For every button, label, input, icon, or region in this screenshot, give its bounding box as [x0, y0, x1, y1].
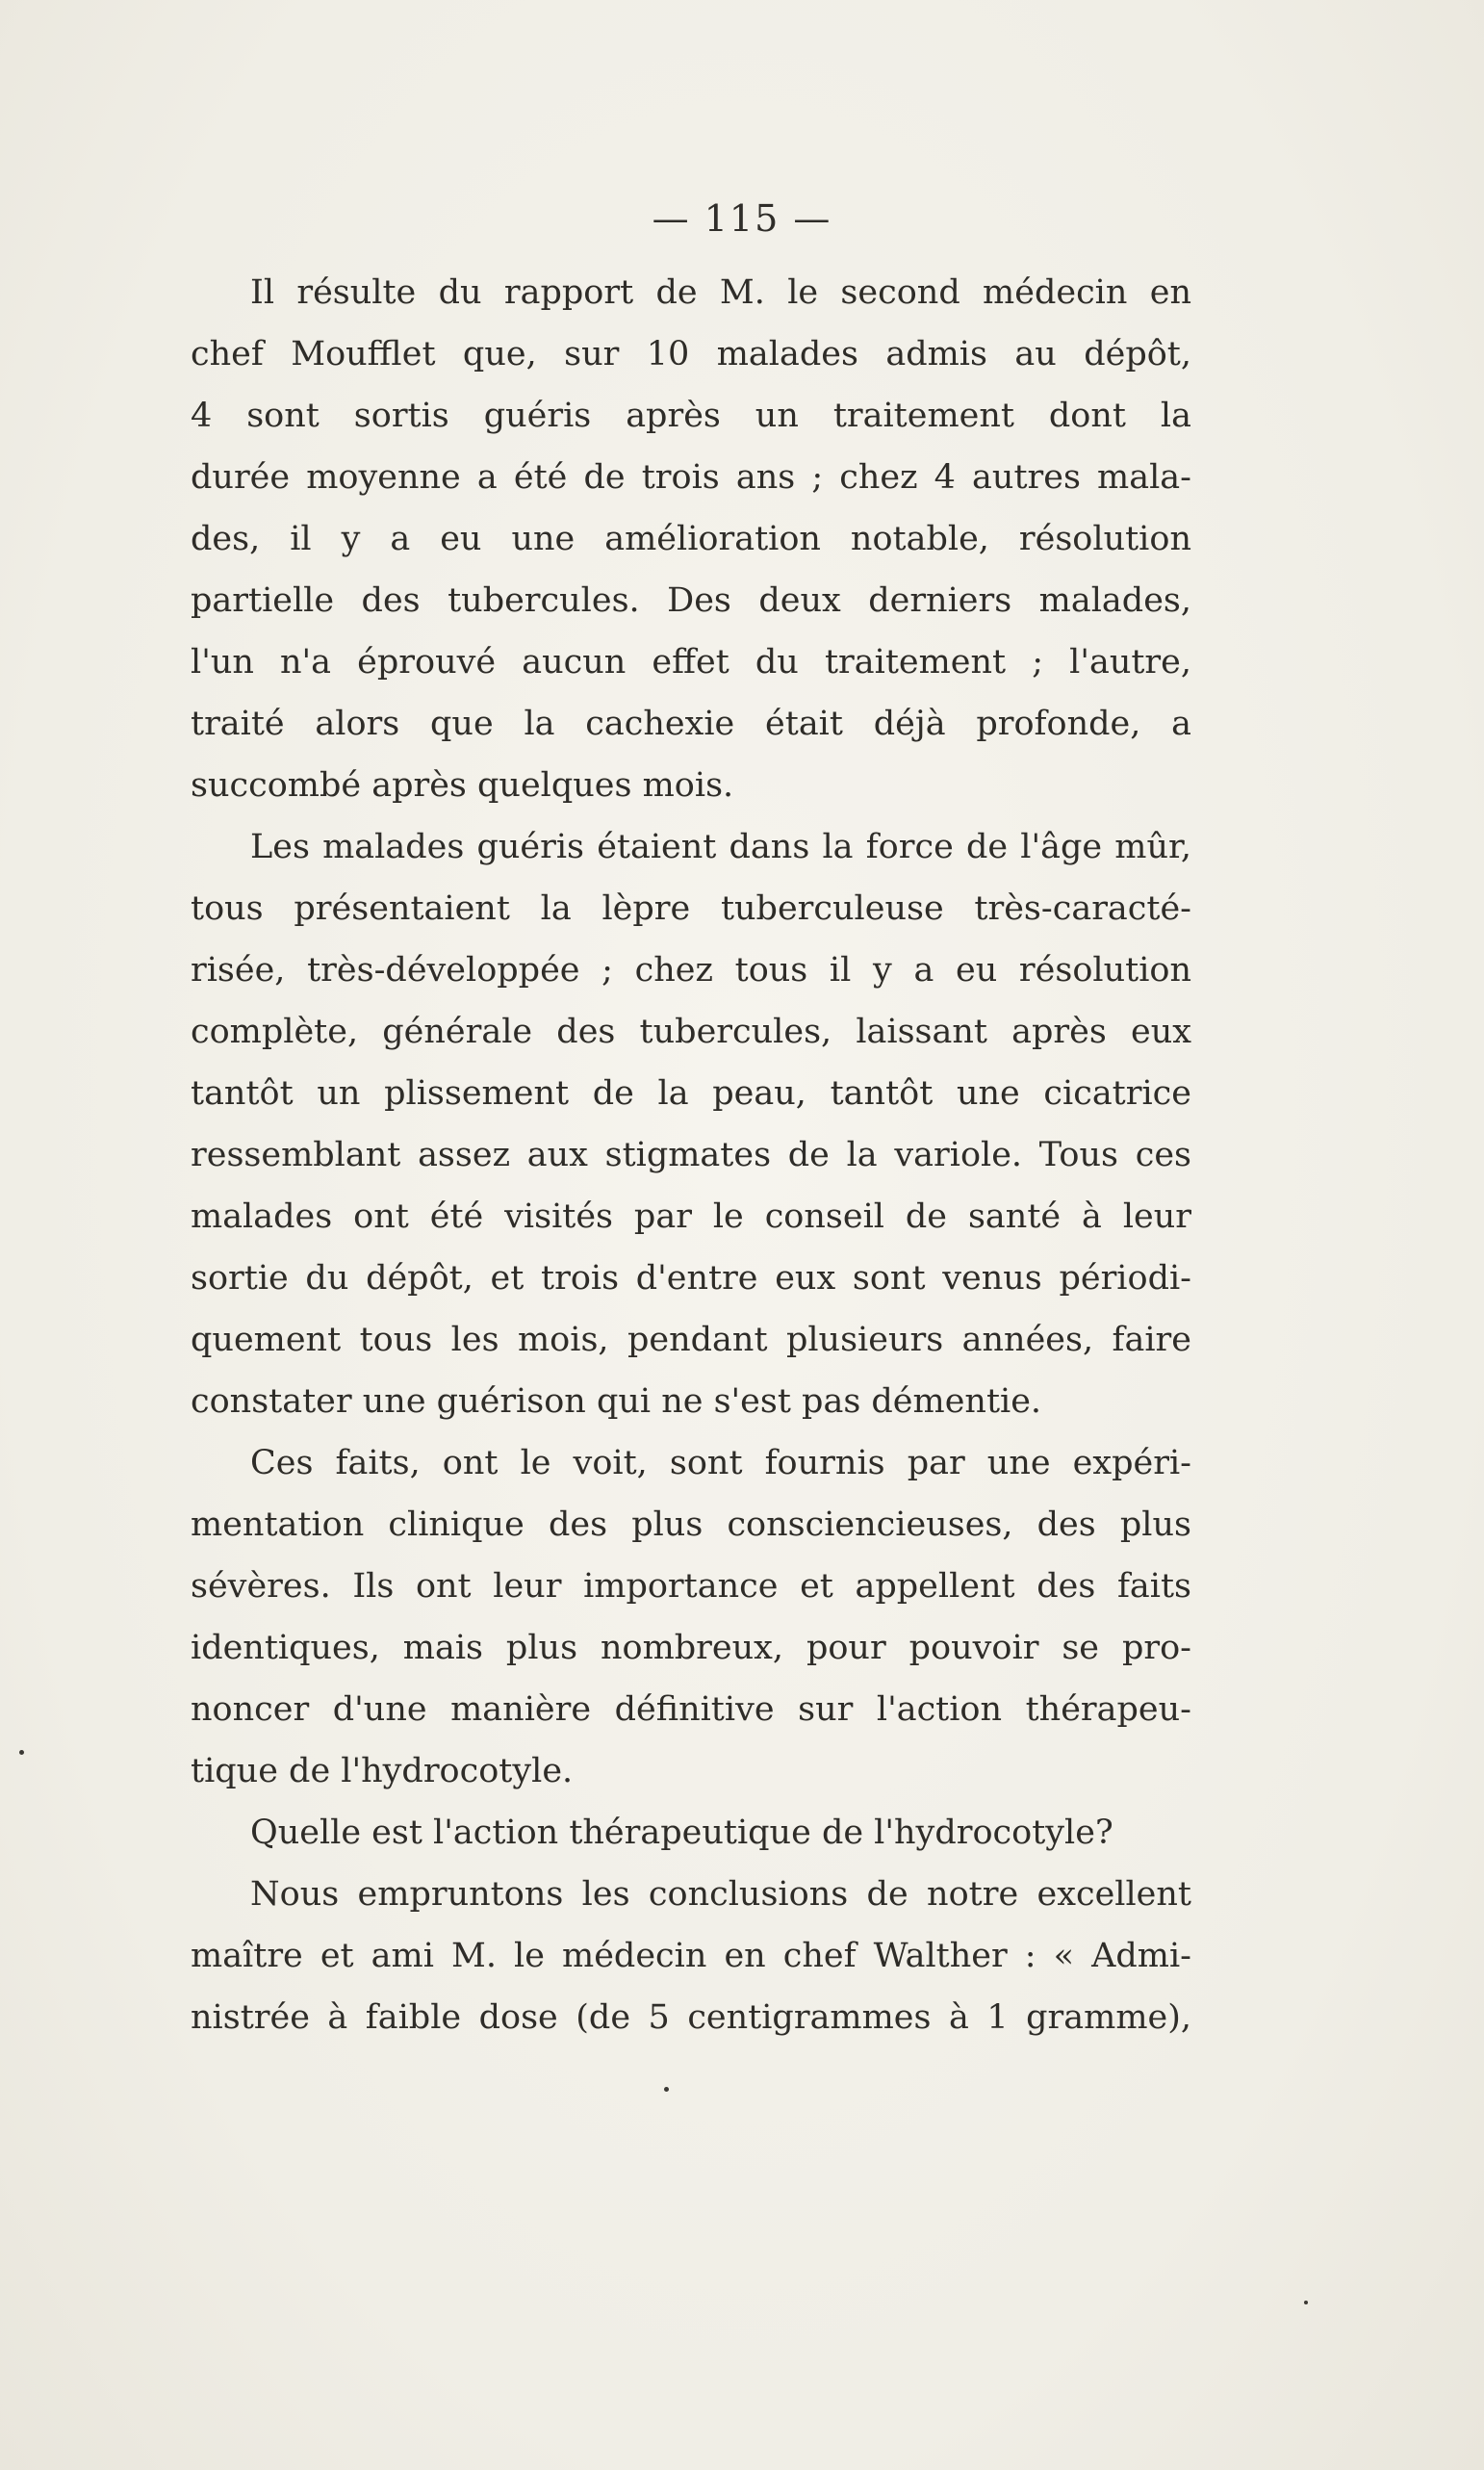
paragraph	[191, 1432, 1191, 1802]
text-line: des, il y a eu une amélioration notable, résolution	[191, 520, 1191, 558]
text-line: sortie du dépôt, et trois d'entre eux sont venus périodi-	[191, 1259, 1191, 1298]
text-line: nistrée à faible dose (de 5 centigrammes à 1 gramme),	[191, 1998, 1191, 2037]
text-line: partielle des tubercules. Des deux derniers malades,	[191, 581, 1191, 620]
text-line: quement tous les mois, pendant plusieurs années, faire	[191, 1321, 1191, 1359]
text-line: Quelle est l'action thérapeutique de l'hydrocotyle?	[250, 1814, 1113, 1852]
text-line: tous présentaient la lèpre tuberculeuse très-caracté-	[191, 889, 1191, 928]
page-number: — 115 —	[652, 197, 832, 240]
text-line: Ces faits, ont le voit, sont fournis par une expéri-	[250, 1444, 1191, 1482]
text-line: ressemblant assez aux stigmates de la variole. Tous ces	[191, 1136, 1191, 1174]
ink-speck	[19, 1750, 24, 1755]
text-line: constater une guérison qui ne s'est pas démentie.	[191, 1382, 1042, 1421]
text-line: tique de l'hydrocotyle.	[191, 1752, 574, 1790]
text-line: l'un n'a éprouvé aucun effet du traitement ; l'autre,	[191, 643, 1191, 682]
text-line: identiques, mais plus nombreux, pour pouvoir se pro-	[191, 1629, 1191, 1667]
text-line: Nous empruntons les conclusions de notre excellent	[250, 1875, 1191, 1914]
text-line: 4 sont sortis guéris après un traitement dont la	[191, 397, 1191, 435]
text-line: mentation clinique des plus consciencieuses, des plus	[191, 1505, 1191, 1544]
ink-speck	[1304, 2301, 1308, 2304]
text-line: maître et ami M. le médecin en chef Walther : « Admi-	[191, 1937, 1191, 1975]
text-line: traité alors que la cachexie était déjà profonde, a	[191, 705, 1191, 743]
text-line: succombé après quelques mois.	[191, 766, 734, 805]
paragraph	[191, 1802, 1191, 1864]
ink-speck	[664, 2087, 669, 2092]
text-line: durée moyenne a été de trois ans ; chez 4 autres mala-	[191, 458, 1191, 497]
body-text	[191, 262, 1191, 2048]
text-line: Il résulte du rapport de M. le second médecin en	[250, 273, 1191, 312]
text-line: noncer d'une manière définitive sur l'action thérapeu-	[191, 1690, 1191, 1729]
text-line: complète, générale des tubercules, laissant après eux	[191, 1013, 1191, 1051]
paragraph	[191, 1864, 1191, 2048]
text-line: malades ont été visités par le conseil de santé à leur	[191, 1197, 1191, 1236]
paragraph	[191, 262, 1191, 816]
text-line: sévères. Ils ont leur importance et appellent des faits	[191, 1567, 1191, 1606]
text-line: chef Moufflet que, sur 10 malades admis au dépôt,	[191, 335, 1191, 373]
text-line: risée, très-développée ; chez tous il y a eu résolution	[191, 951, 1191, 990]
text-line: tantôt un plissement de la peau, tantôt une cicatrice	[191, 1074, 1191, 1113]
text-line: Les malades guéris étaient dans la force de l'âge mûr,	[250, 828, 1191, 866]
paragraph	[191, 816, 1191, 1432]
